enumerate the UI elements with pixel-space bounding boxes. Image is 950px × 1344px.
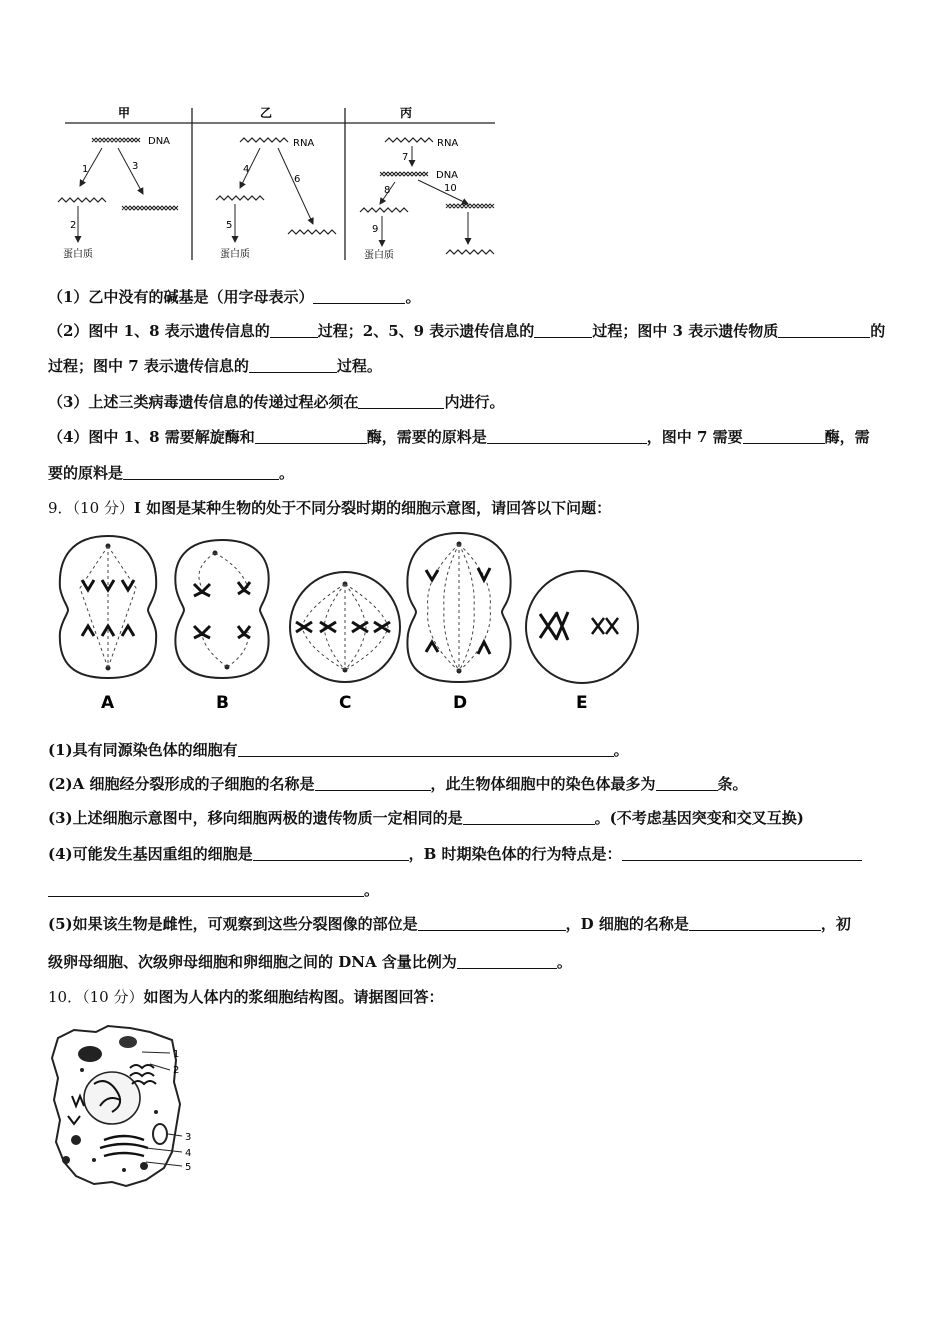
blank-q8-3[interactable] [358,393,444,409]
arrow-6 [278,148,313,224]
dna-double-strand-bing-2 [446,204,494,208]
cell-label-c: C [339,693,352,713]
blank-q8-2c[interactable] [778,322,870,338]
blank-q8-2a[interactable] [270,322,318,338]
num-2: 2 [70,220,77,231]
num-6: 6 [294,174,301,185]
dna-label-bing: DNA [436,170,459,181]
blank-q8-2d[interactable] [249,357,337,373]
cell-d [407,533,510,682]
q9-s5: (5)如果该生物是雌性，可观察到这些分裂图像的部位是 ，D 细胞的名称是 ，初 [48,915,851,933]
blank-q8-4b[interactable] [487,428,647,444]
q9-s2: (2)A 细胞经分裂形成的子细胞的名称是 ，此生物体细胞中的染色体最多为 条。 [48,775,748,793]
cell-label-e: E [576,693,588,713]
rna-strand [58,198,106,202]
q8-p3: （3）上述三类病毒遗传信息的传递过程必须在 内进行。 [48,393,505,411]
q9-number: 9．（10 分） [48,499,134,517]
plasma-cell-figure [46,1020,206,1196]
num-10: 10 [444,183,457,194]
arrow-3 [118,148,143,194]
dna-label-jia: DNA [148,136,171,147]
rna-label-yi: RNA [293,138,315,149]
label-4: 4 [185,1148,192,1159]
protein-label-bing: 蛋白质 [364,250,394,261]
q9-s4: (4)可能发生基因重组的细胞是 ，B 时期染色体的行为特点是： [48,843,908,865]
rna-strand-yi [240,138,288,142]
q10-title: 如图为人体内的浆细胞结构图。请据图回答： [143,988,444,1006]
q8-p2b: 过程；图中 7 表示遗传信息的 过程。 [48,357,382,375]
col-yi: 乙 [260,106,273,120]
blank-q9-2a[interactable] [315,775,431,791]
blank-q9-4c[interactable] [48,881,364,897]
cell-label-d: D [453,693,468,713]
blank-q9-4a[interactable] [253,845,409,861]
q9-s3: (3)上述细胞示意图中，移向细胞两极的遗传物质一定相同的是 。(不考虑基因突变和交叉互换) [48,809,804,827]
cell-a [60,536,156,678]
blank-q8-4d[interactable] [123,464,279,480]
dna-double-strand-bing [380,172,428,176]
num-4: 4 [243,164,250,175]
blank-q9-2b[interactable] [656,775,718,791]
cell-label-a: A [101,693,115,713]
q9-heading [48,497,908,519]
protein-label-jia: 蛋白质 [63,249,93,260]
rna-strand-yi-2 [216,196,264,200]
rna-strand-yi-3 [288,230,336,234]
q9-s4b: 。 [48,879,908,901]
cell-b [175,540,268,678]
dna-double-strand-2 [122,206,178,210]
cell-division-figure [52,528,648,718]
num-1: 1 [82,164,89,175]
label-1: 1 [173,1049,180,1060]
blank-q8-4c[interactable] [743,428,825,444]
blank-q9-5c[interactable] [457,953,557,969]
q9-s5b: 级卵母细胞、次级卵母细胞和卵细胞之间的 DNA 含量比例为 。 [48,953,572,971]
virus-info-flow-figure [50,100,510,270]
cell-e [526,571,638,683]
blank-q8-1[interactable] [313,288,405,304]
blank-q8-4a[interactable] [255,428,367,444]
q8-p1: （1）乙中没有的碱基是（用字母表示） 。 [48,288,421,306]
label-2: 2 [173,1065,180,1076]
blank-q9-3[interactable] [463,809,595,825]
col-bing: 丙 [400,106,413,120]
q8-p2: （2）图中 1、8 表示遗传信息的 过程；2、5、9 表示遗传信息的 过程；图中 3 表示遗传物质 的 [48,322,886,340]
rna-strand-bing-3 [446,250,494,254]
label-5: 5 [185,1162,192,1173]
num-8: 8 [384,185,391,196]
blank-q9-5a[interactable] [418,915,566,931]
num-3: 3 [132,161,139,172]
rna-strand-bing [385,138,433,142]
blank-q9-4b[interactable] [622,845,862,861]
q9-title: I 如图是某种生物的处于不同分裂时期的细胞示意图，请回答以下问题： [133,499,612,517]
cell-label-b: B [216,693,229,713]
arrow-10 [418,180,468,204]
blank-q8-2b[interactable] [534,322,592,338]
blank-q9-1[interactable] [238,741,614,757]
blank-q9-5b[interactable] [689,915,821,931]
label-3: 3 [185,1132,192,1143]
num-9: 9 [372,224,379,235]
q10-number: 10．（10 分） [48,988,144,1006]
q10-heading [48,986,908,1008]
q8-p4: （4）图中 1、8 需要解旋酶和 酶，需要的原料是 ，图中 7 需要 酶，需 [48,428,870,446]
num-5: 5 [226,220,233,231]
protein-label-yi: 蛋白质 [220,249,250,260]
q9-s1: (1)具有同源染色体的细胞有 。 [48,741,629,759]
q8-p4b: 要的原料是 。 [48,464,295,482]
rna-label-bing: RNA [437,138,459,149]
rna-strand-bing-2 [360,208,408,212]
cell-c [290,572,400,682]
num-7: 7 [402,152,409,163]
dna-double-strand [92,138,140,142]
col-jia: 甲 [118,106,131,120]
